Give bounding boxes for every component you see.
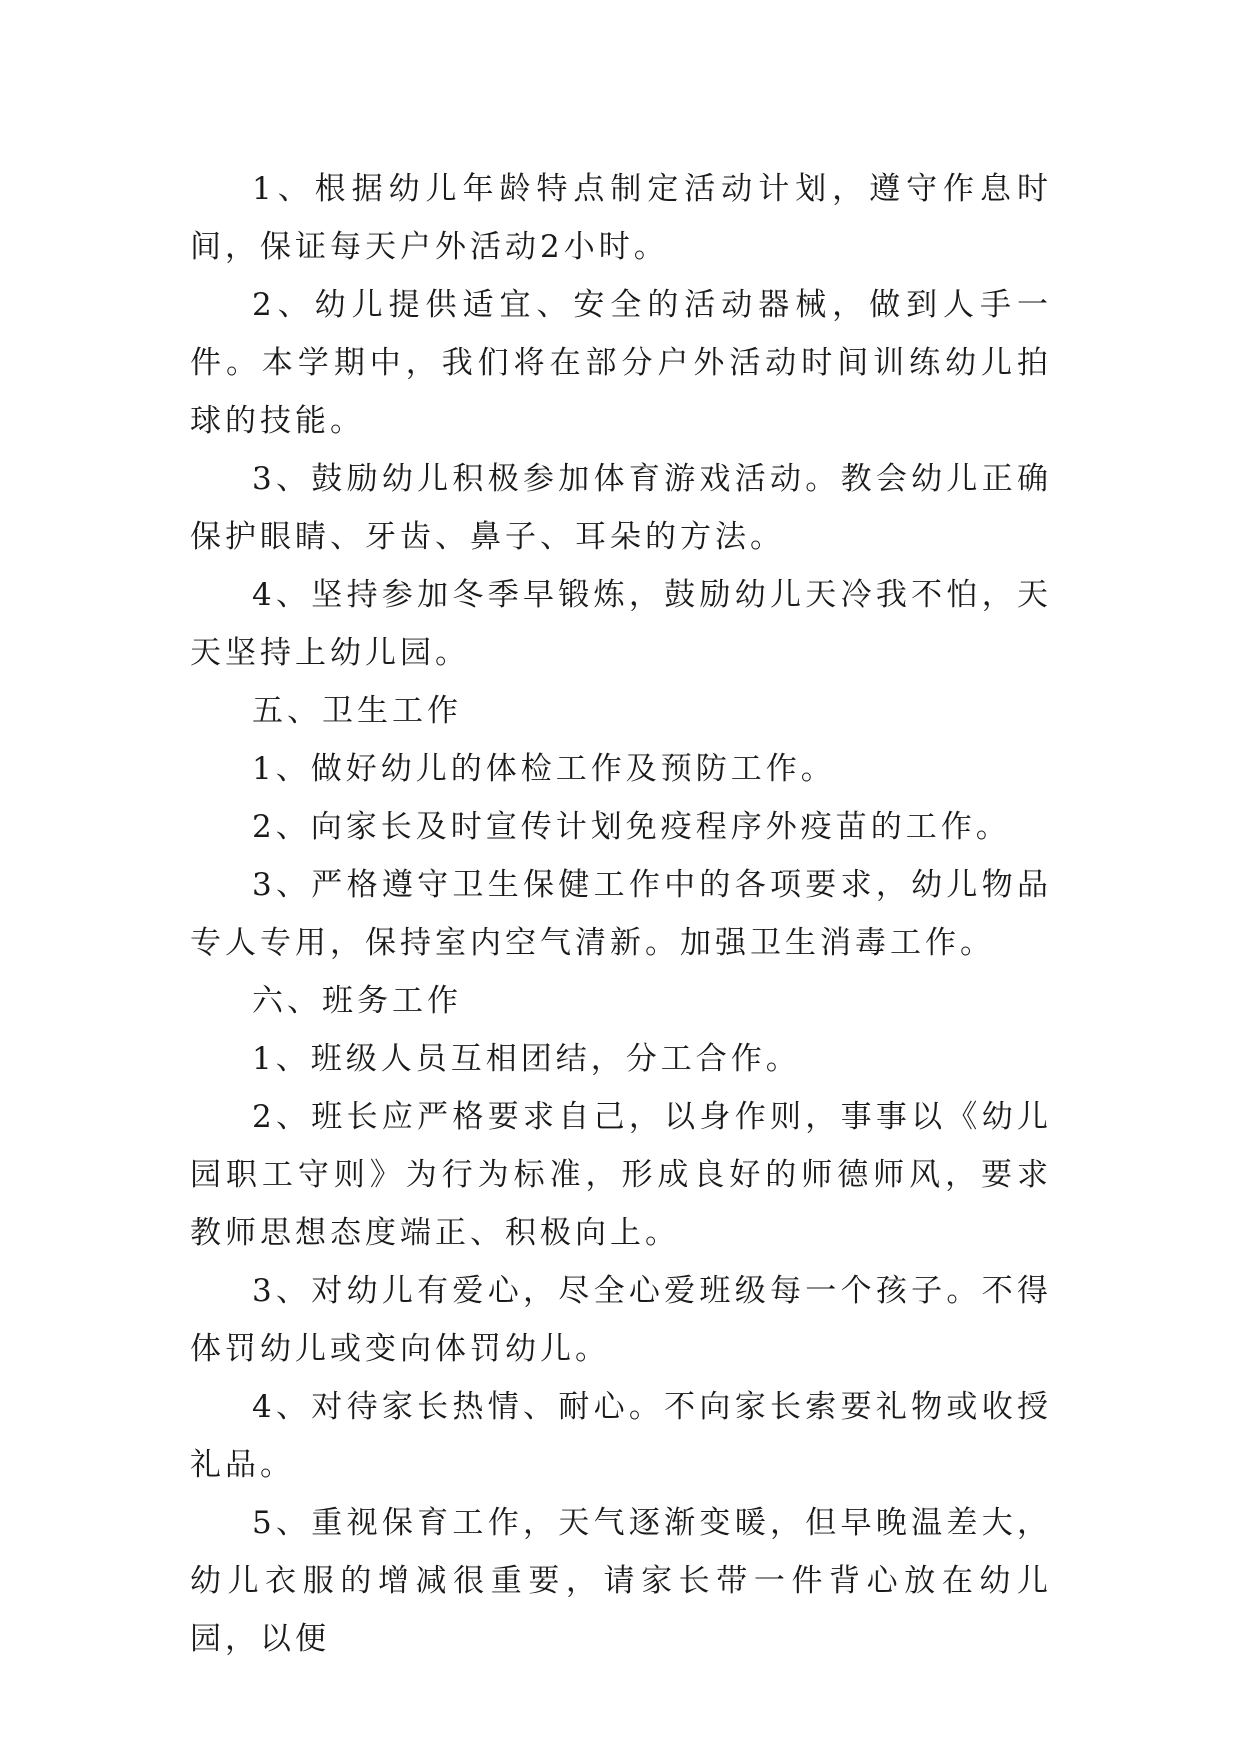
section-heading: 五、卫生工作 (252, 693, 462, 729)
paragraph: 4、对待家长热情、耐心。不向家长索要礼物或收授礼品。 (190, 1389, 1052, 1483)
paragraph: 2、班长应严格要求自己，以身作则，事事以《幼儿园职工守则》为行为标准，形成良好的师德师风，要求教师思想态度端正、积极向上。 (190, 1099, 1052, 1251)
paragraph: 5、重视保育工作，天气逐渐变暖，但早晚温差大，幼儿衣服的增减很重要，请家长带一件背心放在幼儿园，以便 (190, 1505, 1052, 1657)
paragraph: 3、鼓励幼儿积极参加体育游戏活动。教会幼儿正确保护眼睛、牙齿、鼻子、耳朵的方法。 (190, 461, 1052, 555)
paragraph: 1、做好幼儿的体检工作及预防工作。 (252, 751, 836, 787)
paragraph: 1、班级人员互相团结，分工合作。 (252, 1041, 801, 1077)
document-body (190, 160, 1052, 1668)
paragraph: 3、对幼儿有爱心，尽全心爱班级每一个孩子。不得体罚幼儿或变向体罚幼儿。 (190, 1273, 1052, 1367)
paragraph: 1、根据幼儿年龄特点制定活动计划，遵守作息时间，保证每天户外活动2小时。 (190, 171, 1052, 265)
paragraph: 3、严格遵守卫生保健工作中的各项要求，幼儿物品专人专用，保持室内空气清新。加强卫生消毒工作。 (190, 867, 1052, 961)
paragraph: 2、幼儿提供适宜、安全的活动器械，做到人手一件。本学期中，我们将在部分户外活动时间训练幼儿拍球的技能。 (190, 287, 1052, 439)
section-heading: 六、班务工作 (252, 983, 462, 1019)
paragraph: 4、坚持参加冬季早锻炼，鼓励幼儿天冷我不怕，天天坚持上幼儿园。 (190, 577, 1052, 671)
paragraph: 2、向家长及时宣传计划免疫程序外疫苗的工作。 (252, 809, 1011, 845)
